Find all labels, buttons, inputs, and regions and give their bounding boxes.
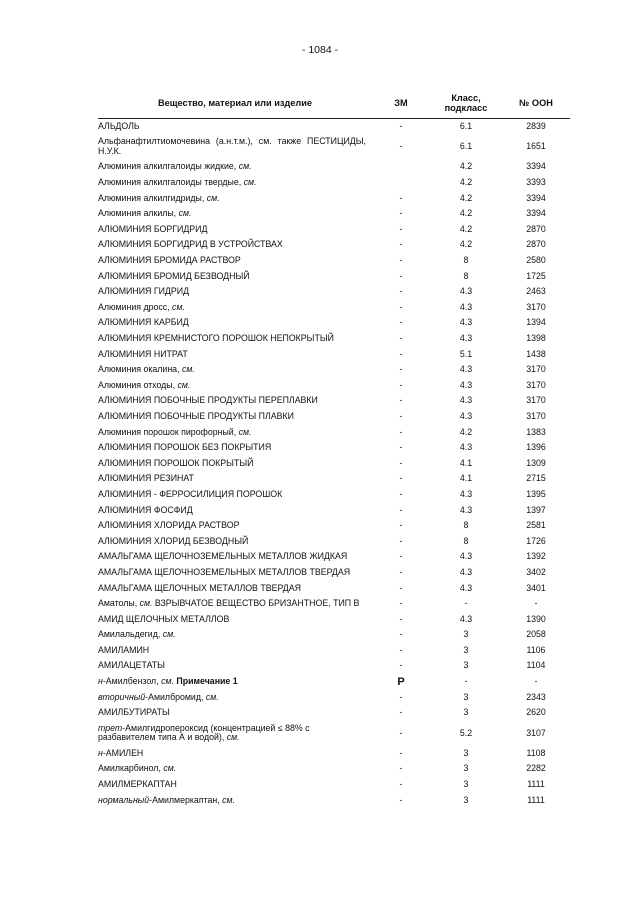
zm-cell: - — [399, 629, 403, 640]
class-cell: 4.3 — [459, 582, 473, 593]
substance-text-part: -Амилбромид, — [145, 691, 206, 702]
table-header — [98, 88, 570, 119]
substance-text-part: АЛЮМИНИЯ - ФЕРРОСИЛИЦИЯ ПОРОШОК — [98, 488, 283, 499]
substance-text-part: АМАЛЬГАМА ЩЕЛОЧНОЗЕМЕЛЬНЫХ МЕТАЛЛОВ ЖИДКАЯ — [98, 551, 348, 562]
substance-name — [98, 253, 372, 269]
class-cell: 3 — [463, 660, 469, 671]
table-row — [98, 705, 570, 721]
substance-name — [98, 425, 372, 441]
substance-text-part: Алюминия алкилгалоиды твердые, — [98, 177, 244, 188]
table-row — [98, 300, 570, 316]
un-number-cell: 3394 — [526, 161, 546, 172]
class-cell: 4.2 — [459, 192, 473, 203]
substance-text-part: см. — [162, 629, 176, 640]
zm-cell: - — [399, 192, 403, 203]
class-cell: 4.3 — [459, 317, 473, 328]
zm-cell: - — [399, 763, 403, 774]
substance-text-part: АЛЮМИНИЯ ХЛОРИД БЕЗВОДНЫЙ — [98, 535, 249, 546]
substance-name — [98, 284, 372, 300]
substance-text-part: АМИЛМЕРКАПТАН — [98, 779, 177, 790]
class-cell: 3 — [463, 691, 469, 702]
class-cell: 4.2 — [459, 223, 473, 234]
substance-text-part: см. — [139, 598, 153, 609]
zm-cell: - — [399, 301, 403, 312]
class-cell: 4.3 — [459, 364, 473, 375]
table-row — [98, 206, 570, 222]
substance-text-part: Алюминия порошок пирофорный, — [98, 426, 239, 437]
un-number-cell: 1396 — [526, 442, 546, 453]
substance-text-part: -Амилбензол, — [102, 676, 162, 687]
header-class: Класс, подкласс — [430, 88, 502, 119]
un-number-cell: - — [534, 676, 538, 687]
class-cell: 3 — [463, 629, 469, 640]
substance-name — [98, 394, 372, 410]
un-number-cell: 3170 — [526, 379, 546, 390]
substance-text-part: АЛЮМИНИЯ БОРГИДРИД — [98, 223, 208, 234]
substance-text-part: см. — [205, 691, 219, 702]
un-number-cell: 2282 — [526, 763, 546, 774]
substance-text-part: Алюминия алкилы, — [98, 208, 179, 219]
zm-cell: - — [399, 286, 403, 297]
zm-cell: - — [399, 426, 403, 437]
class-cell: 4.3 — [459, 613, 473, 624]
substance-name — [98, 269, 372, 285]
un-number-cell: 3394 — [526, 208, 546, 219]
zm-cell: - — [399, 395, 403, 406]
un-number-cell: 1111 — [527, 779, 545, 790]
substance-text-part: АМИД ЩЕЛОЧНЫХ МЕТАЛЛОВ — [98, 613, 230, 624]
table-row — [98, 581, 570, 597]
substance-text-part: н — [98, 747, 103, 758]
class-cell: 4.3 — [459, 286, 473, 297]
zm-cell: - — [399, 660, 403, 671]
substance-text-part: см. — [172, 301, 185, 312]
un-number-cell: 1397 — [526, 504, 546, 515]
table-row — [98, 160, 570, 176]
zm-cell: - — [399, 141, 403, 152]
table-row — [98, 440, 570, 456]
zm-cell: - — [399, 333, 403, 343]
zm-cell: - — [399, 208, 403, 219]
un-number-cell: 3170 — [526, 410, 546, 421]
class-cell: 4.3 — [459, 301, 473, 312]
zm-cell: - — [399, 747, 403, 758]
table-row — [98, 347, 570, 363]
un-number-cell: 1438 — [526, 348, 546, 359]
zm-cell: - — [399, 707, 403, 718]
zm-cell: - — [399, 727, 403, 738]
substance-name — [98, 487, 372, 503]
substance-name — [98, 119, 372, 135]
substance-name — [98, 777, 372, 793]
zm-cell: - — [399, 779, 403, 790]
substance-name — [98, 549, 372, 565]
zm-cell: - — [399, 364, 403, 375]
substance-text-part: АЛЮМИНИЯ РЕЗИНАТ — [98, 473, 194, 484]
substance-name — [98, 238, 372, 254]
substance-text-part: АЛЮМИНИЯ БОРГИДРИД В УСТРОЙСТВАХ — [98, 239, 283, 250]
substance-name — [98, 721, 372, 746]
substance-name — [98, 347, 372, 363]
substance-name — [98, 793, 372, 809]
table-row — [98, 721, 570, 746]
zm-cell: - — [399, 223, 403, 234]
class-cell: - — [464, 598, 468, 609]
substance-name — [98, 135, 372, 160]
class-cell: 4.3 — [459, 410, 473, 421]
table-row — [98, 596, 570, 612]
table-row — [98, 222, 570, 238]
un-number-cell: 3170 — [526, 395, 546, 406]
table-row — [98, 503, 570, 519]
zm-cell: - — [399, 488, 403, 499]
substance-text-part: АЛЮМИНИЯ БРОМИД БЕЗВОДНЫЙ — [98, 270, 250, 281]
substance-text-part: см. — [163, 763, 177, 774]
table-row — [98, 378, 570, 394]
substance-text-part: АЛЬДОЛЬ — [98, 120, 140, 131]
un-number-cell: 2058 — [526, 629, 546, 640]
substance-text-part: АЛЮМИНИЯ ПОРОШОК ПОКРЫТЫЙ — [98, 457, 254, 468]
substance-text-part: АМИЛБУТИРАТЫ — [98, 707, 170, 718]
table-body — [98, 119, 570, 809]
substance-name — [98, 596, 372, 612]
substance-text-part: нормальный — [98, 794, 150, 805]
class-cell: 8 — [463, 270, 469, 281]
substance-text-part: АЛЮМИНИЯ БРОМИДА РАСТВОР — [98, 255, 241, 266]
header-row — [98, 88, 570, 119]
class-cell: 4.3 — [459, 333, 473, 343]
substance-name — [98, 409, 372, 425]
substance-name — [98, 362, 372, 378]
table-row — [98, 690, 570, 706]
substance-text-part: АМАЛЬГАМА ЩЕЛОЧНЫХ МЕТАЛЛОВ ТВЕРДАЯ — [98, 582, 301, 593]
substance-text-part: АЛЮМИНИЯ КАРБИД — [98, 317, 189, 328]
class-cell: 3 — [463, 779, 469, 790]
zm-cell: - — [399, 566, 403, 577]
un-number-cell: 1392 — [526, 551, 546, 562]
substance-name — [98, 674, 372, 690]
table-row — [98, 238, 570, 254]
class-cell: 8 — [463, 520, 469, 531]
substance-name — [98, 627, 372, 643]
substance-text-part: АЛЮМИНИЯ ПОБОЧНЫЕ ПРОДУКТЫ ПЛАВКИ — [98, 410, 294, 421]
substance-text-part: вторичный — [98, 691, 146, 702]
table-row — [98, 394, 570, 410]
class-cell: 4.2 — [459, 161, 473, 172]
substance-text-part: Аматолы, — [98, 598, 140, 609]
substance-name — [98, 690, 372, 706]
substance-text-part: Алюминия алкилгидриды, — [98, 192, 207, 203]
un-number-cell: 2620 — [526, 707, 546, 718]
un-number-cell: 3107 — [526, 727, 546, 738]
substance-text-part: АЛЮМИНИЯ КРЕМНИСТОГО ПОРОШОК НЕПОКРЫТЫЙ — [98, 333, 334, 343]
table-row — [98, 135, 570, 160]
substance-text-part: Альфанафтилтиомочевина (а.н.т.м.), см. также ПЕСТИЦИДЫ, Н.У.К. — [98, 136, 366, 157]
class-cell: 4.1 — [459, 457, 473, 468]
substance-name — [98, 659, 372, 675]
un-number-cell: 1104 — [526, 660, 546, 671]
zm-cell: - — [399, 613, 403, 624]
substance-text-part: Алюминия окалина, — [98, 364, 182, 375]
substance-text-part: Амилальдегид, — [98, 629, 163, 640]
substance-name — [98, 191, 372, 207]
substance-name — [98, 565, 372, 581]
substance-name — [98, 746, 372, 762]
table-row — [98, 659, 570, 675]
substance-name — [98, 316, 372, 332]
substance-text-part: АЛЮМИНИЯ ПОРОШОК БЕЗ ПОКРЫТИЯ — [98, 442, 272, 453]
substance-name — [98, 705, 372, 721]
substance-name — [98, 503, 372, 519]
substance-text-part: -Амилмеркаптан, — [149, 794, 223, 805]
substance-text-part: н — [98, 676, 103, 687]
substance-text-part: см. — [222, 794, 236, 805]
zm-cell: - — [399, 644, 403, 655]
substance-text-part: АМИЛАЦЕТАТЫ — [98, 660, 165, 671]
zm-cell: - — [399, 255, 403, 266]
zm-cell: - — [399, 551, 403, 562]
substance-text-part: -АМИЛЕН — [102, 747, 144, 758]
class-cell: 8 — [463, 255, 469, 266]
class-cell: 3 — [463, 747, 469, 758]
un-number-cell: 1651 — [526, 141, 546, 152]
substance-text-part: АЛЮМИНИЯ ХЛОРИДА РАСТВОР — [98, 520, 240, 531]
class-cell: 8 — [463, 535, 469, 546]
table-row — [98, 191, 570, 207]
table-row — [98, 284, 570, 300]
substance-text-part: см. — [206, 192, 220, 203]
substance-name — [98, 643, 372, 659]
substance-name — [98, 534, 372, 550]
un-number-cell: 2870 — [526, 239, 546, 250]
substance-text-part: трет — [98, 722, 123, 733]
substance-text-part: -Амилгидропероксид (концентрацией ≤ 88% с разбавителем типа А и водой), — [98, 722, 310, 743]
class-cell: 5.2 — [459, 727, 473, 738]
table-row — [98, 674, 570, 690]
substance-text-part: АМИЛАМИН — [98, 644, 150, 655]
zm-cell: - — [399, 120, 403, 131]
table-row — [98, 409, 570, 425]
table-row — [98, 269, 570, 285]
table-row — [98, 518, 570, 534]
table-row — [98, 777, 570, 793]
substance-name — [98, 175, 372, 191]
class-cell: 4.3 — [459, 488, 473, 499]
dangerous-goods-table — [98, 88, 570, 808]
class-cell: 4.1 — [459, 473, 473, 484]
table-row — [98, 762, 570, 778]
table-row — [98, 456, 570, 472]
zm-cell: P — [397, 675, 405, 688]
zm-cell: - — [399, 410, 403, 421]
zm-cell: - — [399, 317, 403, 328]
un-number-cell: 1383 — [526, 426, 546, 437]
un-number-cell: 1106 — [526, 644, 546, 655]
substance-text-part: см. — [238, 426, 252, 437]
table-row — [98, 627, 570, 643]
un-number-cell: 1394 — [526, 317, 546, 328]
header-substance: Вещество, материал или изделие — [98, 88, 372, 119]
un-number-cell: 2580 — [526, 255, 546, 266]
page-number: - 1084 - — [301, 44, 339, 56]
substance-text-part: см. — [178, 208, 192, 219]
zm-cell: - — [399, 794, 403, 805]
class-cell: 3 — [463, 644, 469, 655]
zm-cell: - — [399, 457, 403, 468]
class-cell: 4.3 — [459, 379, 473, 390]
substance-name — [98, 762, 372, 778]
header-zm: ЗМ — [372, 88, 430, 119]
table-row — [98, 119, 570, 135]
class-cell: 4.2 — [459, 239, 473, 250]
substance-text-part: Амилкарбинол, — [98, 763, 164, 774]
un-number-cell: - — [534, 598, 538, 609]
table-row — [98, 534, 570, 550]
substance-name — [98, 471, 372, 487]
substance-text-part: Алюминия алкилгалоиды жидкие, — [98, 161, 239, 172]
substance-name — [98, 222, 372, 238]
header-un-number: № ООН — [502, 88, 570, 119]
un-number-cell: 1108 — [526, 747, 546, 758]
zm-cell: - — [399, 270, 403, 281]
table-row — [98, 612, 570, 628]
un-number-cell: 3394 — [526, 192, 546, 203]
zm-cell — [372, 175, 430, 191]
substance-text-part: см. — [238, 161, 252, 172]
substance-text-part: см. — [181, 364, 195, 375]
substance-text-part: см. — [226, 732, 240, 743]
table-row — [98, 565, 570, 581]
class-cell: 4.3 — [459, 395, 473, 406]
table-row — [98, 175, 570, 191]
substance-text-part: Алюминия дросс, — [98, 301, 173, 312]
table-row — [98, 549, 570, 565]
class-cell: 4.3 — [459, 566, 473, 577]
un-number-cell: 3170 — [526, 301, 546, 312]
un-number-cell: 2581 — [526, 520, 546, 531]
zm-cell: - — [399, 535, 403, 546]
substance-text-part: Примечание 1 — [173, 676, 238, 687]
zm-cell: - — [399, 504, 403, 515]
substance-name — [98, 518, 372, 534]
substance-name — [98, 206, 372, 222]
zm-cell: - — [399, 520, 403, 531]
un-number-cell: 2463 — [526, 286, 546, 297]
un-number-cell: 1309 — [526, 457, 546, 468]
substance-text-part: АЛЮМИНИЯ ГИДРИД — [98, 286, 190, 297]
un-number-cell: 1726 — [526, 535, 546, 546]
substance-text-part: см. — [161, 676, 174, 687]
substance-text-part: АМАЛЬГАМА ЩЕЛОЧНОЗЕМЕЛЬНЫХ МЕТАЛЛОВ ТВЕРДАЯ — [98, 566, 351, 577]
substance-name — [98, 456, 372, 472]
substance-text-part: АЛЮМИНИЯ ФОСФИД — [98, 504, 193, 515]
zm-cell: - — [399, 379, 403, 390]
substance-text-part: Алюминия отходы, — [98, 379, 178, 390]
substance-name — [98, 300, 372, 316]
substance-name — [98, 612, 372, 628]
class-cell: 3 — [463, 763, 469, 774]
substance-name — [98, 581, 372, 597]
un-number-cell: 3170 — [526, 364, 546, 375]
class-cell: 4.3 — [459, 551, 473, 562]
zm-cell: - — [399, 691, 403, 702]
table-row — [98, 331, 570, 347]
un-number-cell: 3402 — [526, 566, 546, 577]
un-number-cell: 2715 — [526, 473, 546, 484]
table-row — [98, 643, 570, 659]
zm-cell: - — [399, 442, 403, 453]
un-number-cell: 1398 — [526, 333, 546, 343]
class-cell: 3 — [463, 794, 469, 805]
substance-text-part: см. — [177, 379, 191, 390]
zm-cell — [372, 160, 430, 176]
table-row — [98, 746, 570, 762]
class-cell: 4.2 — [459, 177, 473, 188]
table-row — [98, 316, 570, 332]
zm-cell: - — [399, 239, 403, 250]
substance-name — [98, 331, 372, 347]
zm-cell: - — [399, 348, 403, 359]
un-number-cell: 2839 — [526, 120, 546, 131]
un-number-cell: 1111 — [527, 794, 545, 805]
class-cell: - — [464, 676, 468, 687]
zm-cell: - — [399, 598, 403, 609]
table-row — [98, 425, 570, 441]
un-number-cell: 2343 — [526, 691, 546, 702]
class-cell: 4.3 — [459, 442, 473, 453]
table-row — [98, 793, 570, 809]
substance-name — [98, 160, 372, 176]
un-number-cell: 2870 — [526, 223, 546, 234]
substance-name — [98, 378, 372, 394]
un-number-cell: 3401 — [526, 582, 546, 593]
zm-cell: - — [399, 473, 403, 484]
table-row — [98, 253, 570, 269]
class-cell: 4.3 — [459, 504, 473, 515]
class-cell: 5.1 — [459, 348, 473, 359]
table-row — [98, 471, 570, 487]
class-cell: 4.2 — [459, 426, 473, 437]
substance-name — [98, 440, 372, 456]
class-cell: 6.1 — [459, 141, 473, 152]
un-number-cell: 1395 — [526, 488, 546, 499]
substance-text-part: ВЗРЫВЧАТОЕ ВЕЩЕСТВО БРИЗАНТНОЕ, ТИП В — [152, 598, 360, 609]
table-row — [98, 362, 570, 378]
class-cell: 4.2 — [459, 208, 473, 219]
table-row — [98, 487, 570, 503]
zm-cell: - — [399, 582, 403, 593]
class-cell: 3 — [463, 707, 469, 718]
un-number-cell: 1390 — [526, 613, 546, 624]
un-number-cell: 3393 — [526, 177, 546, 188]
substance-text-part: АЛЮМИНИЯ ПОБОЧНЫЕ ПРОДУКТЫ ПЕРЕПЛАВКИ — [98, 395, 318, 406]
class-cell: 6.1 — [459, 120, 473, 131]
substance-text-part: АЛЮМИНИЯ НИТРАТ — [98, 348, 188, 359]
un-number-cell: 1725 — [526, 270, 546, 281]
substance-text-part: см. — [243, 177, 257, 188]
